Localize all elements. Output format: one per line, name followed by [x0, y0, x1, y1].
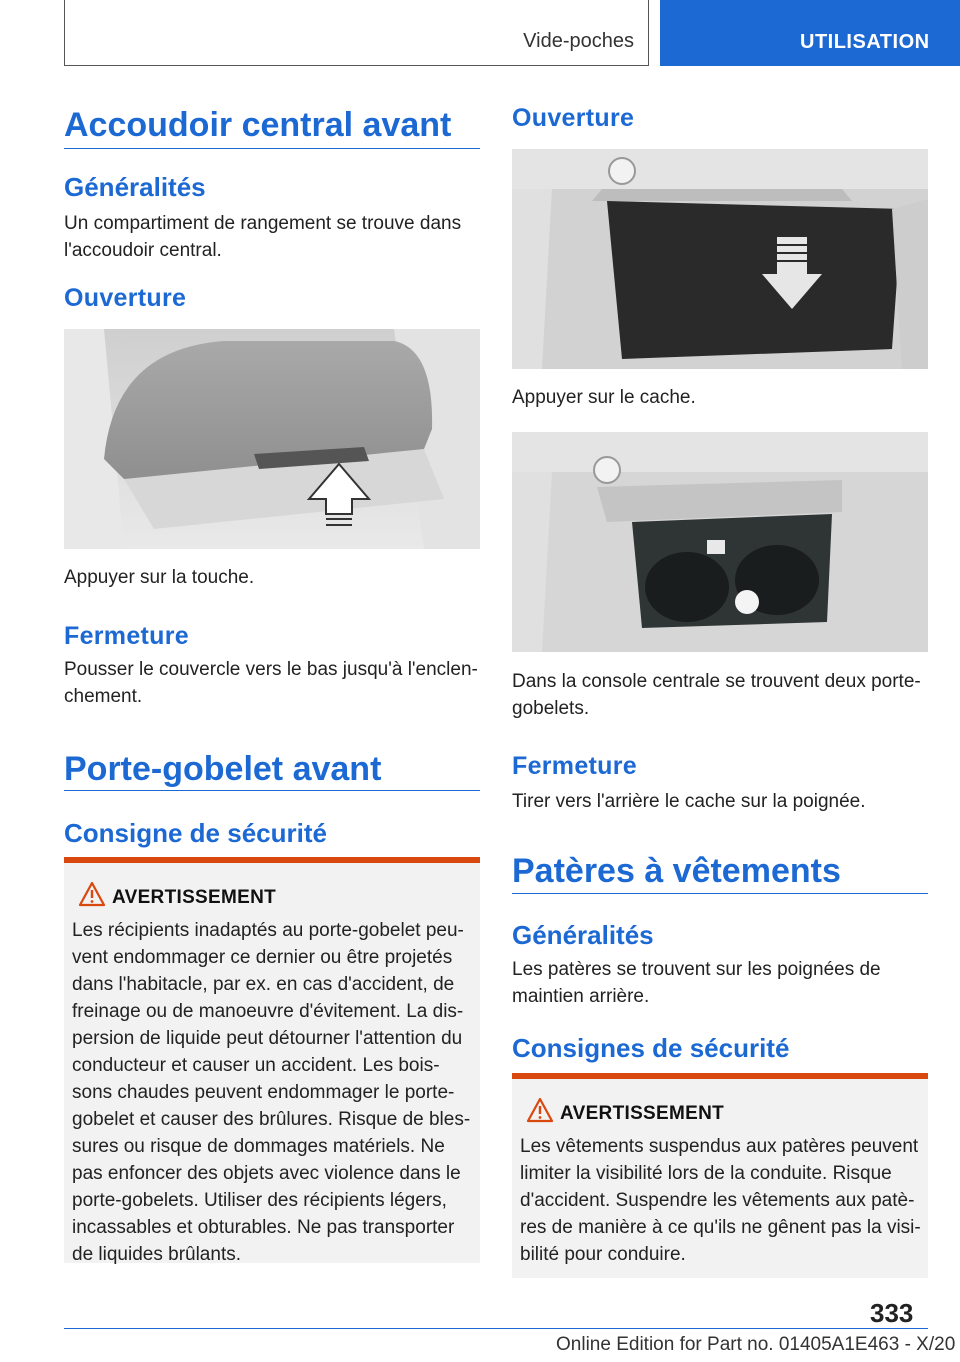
cupholder-closing-text: Tirer vers l'arrière le cache sur la poignée. [512, 791, 866, 812]
cupholder-closing-heading: Fermeture [512, 752, 637, 780]
page-number: 333 [870, 1298, 914, 1328]
hooks-title: Patères à vêtements [512, 852, 841, 890]
hooks-warning-label: AVERTISSEMENT [560, 1103, 725, 1124]
cupholder-opening-heading: Ouverture [512, 104, 635, 132]
armrest-opening-heading: Ouverture [64, 284, 187, 312]
cupholder-open-caption: Dans la console centrale se trouvent deux porte-gobelets. [512, 671, 921, 719]
hooks-general-text: Les patères se trouvent sur les poignées de maintien arrière. [512, 959, 881, 1007]
footer-edition: Online Edition for Part no. 01405A1E463 - X/20 [556, 1334, 956, 1355]
armrest-photo [64, 329, 480, 549]
cupholder-title-rule [64, 790, 480, 791]
header-section-title: Vide-poches [523, 30, 634, 52]
armrest-general-heading: Généralités [64, 172, 206, 202]
cupholder-warning-box [64, 857, 480, 1263]
cupholder-cover-caption: Appuyer sur le cache. [512, 387, 696, 408]
armrest-closing-heading: Fermeture [64, 622, 189, 650]
hooks-general-heading: Généralités [512, 920, 654, 950]
armrest-title-rule [64, 148, 480, 149]
armrest-closing-text: Pousser le couvercle vers le bas jusqu'à l'enclen‐chement. [64, 659, 478, 707]
hooks-warning-text: Les vêtements suspendus aux patères peuvent limiter la visibilité lors de la conduite. Risque d'accident. Suspendre les vêtements aux patè‐res de manière à ce qu'ils ne gênent pas la visi‐bilité pour conduire. [520, 1136, 921, 1265]
hooks-safety-heading: Consignes de sécurité [512, 1033, 790, 1063]
cupholder-title: Porte-gobelet avant [64, 750, 382, 788]
warning-triangle-icon [526, 1097, 554, 1123]
cupholder-warning-label: AVERTISSEMENT [112, 887, 277, 908]
armrest-title: Accoudoir central avant [64, 106, 452, 144]
header-section-box [64, 0, 649, 66]
header-chapter-title: UTILISATION [800, 31, 930, 53]
cupholder-open-photo [512, 432, 928, 652]
armrest-general-text: Un compartiment de rangement se trouve dans l'accoudoir central. [64, 213, 462, 261]
warning-triangle-icon [78, 881, 106, 907]
footer-rule [64, 1328, 928, 1329]
cupholder-warning-text: Les récipients inadaptés au porte-gobelet peu‐vent endommager ce dernier ou être projetés dans l'habitacle, par ex. en cas d'accident, de freinage ou de manoeuvre d'évitement. La dis‐persion de liquide peut détourner l'attention du conducteur et causer un accident. Les bois‐sons chaudes peuvent endommager le porte-gobelet et causer des brûlures. Risque de bles‐sures ou risque de dommages matériels. Ne pas enfoncer des objets avec violence dans le porte-gobelets. Utiliser des récipients légers, incassables et obturables. Ne pas transporter de liquides brûlants. [72, 920, 471, 1265]
header-chapter-tab[interactable] [660, 0, 960, 66]
cupholder-cover-photo [512, 149, 928, 369]
armrest-photo-caption: Appuyer sur la touche. [64, 567, 255, 588]
hooks-warning-box [512, 1073, 928, 1278]
cupholder-safety-heading: Consigne de sécurité [64, 818, 327, 848]
hooks-title-rule [512, 893, 928, 894]
